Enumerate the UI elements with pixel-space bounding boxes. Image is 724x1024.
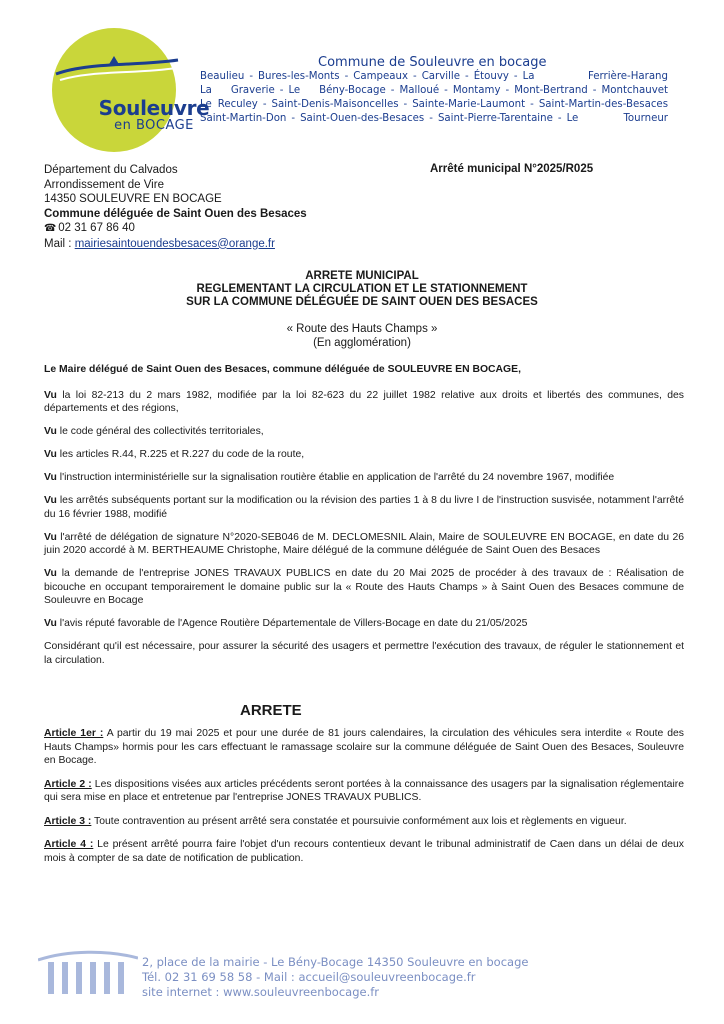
- footer-contact: Tél. 02 31 69 58 58 - Mail : accueil@souleuvreenbocage.fr: [142, 970, 476, 984]
- postal-address: 14350 SOULEUVRE EN BOCAGE: [44, 193, 222, 205]
- consideration-paragraph: [44, 617, 684, 631]
- village-separator: -: [505, 85, 510, 96]
- article-label: Article 4 :: [44, 839, 94, 850]
- village-separator: -: [344, 71, 349, 82]
- consideration-text: l'instruction interministérielle sur la signalisation routière établie en application de l'arrêté du 24 novembre 1967, modifiée: [56, 472, 615, 483]
- article-label: Article 2 :: [44, 778, 92, 790]
- article-text: Les dispositions visées aux articles précédents seront portées à la connaissance des usagers par la signalisation réglementaire qui sera mise en place et entretenue par l'entreprise JONES TRAVAUX PUBLICS.: [44, 778, 684, 803]
- village-separator: -: [403, 99, 408, 110]
- village-name: Saint-Ouen-des-Besaces: [300, 113, 425, 124]
- arrete-number: Arrêté municipal N°2025/R025: [430, 163, 594, 175]
- village-separator: -: [390, 85, 395, 96]
- article-text: A partir du 19 mai 2025 et pour une durée de 81 jours calendaires, la circulation des véhicules sera interdite « Route des Hauts Champs» hormis pour les cars effectuant le ramassage scolaire sur la commune déléguée de Saint Ouen des Besaces, Souleuvre en Bocage.: [44, 728, 684, 766]
- consideration-paragraph: [44, 448, 684, 462]
- village-separator: -: [557, 113, 562, 124]
- village-separator: -: [429, 113, 433, 124]
- sender-block: [44, 163, 307, 251]
- article-paragraph: [44, 838, 684, 865]
- vu-lead: Vu: [44, 449, 57, 460]
- consideration-text: les articles R.44, R.225 et R.227 du code de la route,: [56, 449, 305, 460]
- article-paragraph: [44, 815, 684, 829]
- phone-line: [44, 221, 307, 237]
- village-name: Montamy: [452, 85, 501, 96]
- consideration-paragraph: [44, 567, 684, 608]
- village-line: [200, 70, 668, 84]
- village-separator: -: [465, 71, 469, 82]
- considerant-paragraph: Considérant qu'il est nécessaire, pour assurer la sécurité des usagers et permettre l'exécution des travaux, de réguler le stationnement et la circulation.: [44, 641, 684, 666]
- phone-icon: ☎: [44, 223, 57, 234]
- consideration-text: l'arrêté de délégation de signature N°2020-SEB046 de M. DECLOMESNIL Alain, Maire de SOULEUVRE EN BOCAGE, en date du 26 juin 2020 accordé à M. BERTHEAUME Christophe, Maire délégué de la commune déléguée de Saint Ouen des Besaces: [44, 531, 684, 556]
- consideration-paragraph: [44, 425, 684, 439]
- mail-line: [44, 237, 307, 252]
- article-text: Le présent arrêté pourra faire l'objet d'un recours contentieux devant le tribunal administratif de Caen dans un délai de deux mois à compter de sa date de notification de publication.: [44, 839, 685, 864]
- intro-paragraph: Le Maire délégué de Saint Ouen des Besaces, commune déléguée de SOULEUVRE EN BOCAGE,: [44, 364, 521, 375]
- village-name: Malloué: [399, 85, 440, 96]
- vu-lead: Vu: [44, 531, 57, 543]
- consideration-paragraph: [44, 494, 684, 521]
- village-line: [200, 84, 668, 98]
- vu-lead: Vu: [44, 618, 57, 629]
- consideration-text: la demande de l'entreprise JONES TRAVAUX PUBLICS en date du 20 Mai 2025 de procéder à des travaux de : Réalisation de bicouche en occupant temporairement le domaine public sur la « Route des Hauts Champs » à Saint Ouen des Besaces commune de Souleuvre en Bocage: [44, 568, 684, 606]
- consideration-paragraph: [44, 389, 684, 416]
- consideration-text: les arrêtés subséquents portant sur la modification ou la révision des parties 1 à 8 du livre I de l'instruction susvisée, notamment l'arrêté du 16 février 1988, modifié: [44, 495, 684, 520]
- vu-lead: Vu: [44, 389, 57, 401]
- village-name: Le Bény-Bocage: [288, 85, 386, 96]
- vu-lead: Vu: [44, 426, 57, 437]
- consideration-text: l'avis réputé favorable de l'Agence Routière Départementale de Villers-Bocage en date du 21/05/2025: [56, 618, 528, 629]
- document-subtitle: [44, 322, 680, 350]
- footer-columns-graphic: [38, 946, 138, 996]
- document-body: [44, 363, 684, 677]
- vu-lead: Vu: [44, 472, 57, 483]
- vu-lead: Vu: [44, 495, 57, 506]
- village-name: Bures-les-Monts: [258, 71, 340, 82]
- village-name: Saint-Martin-des-Besaces: [538, 99, 668, 110]
- village-separator: -: [530, 99, 534, 110]
- village-name: Campeaux: [353, 71, 408, 82]
- village-separator: -: [444, 85, 448, 96]
- village-name: Saint-Denis-Maisoncelles: [271, 99, 399, 110]
- village-name: Sainte-Marie-Laumont: [412, 99, 526, 110]
- consideration-text: la loi 82-213 du 2 mars 1982, modifiée par la loi 82-623 du 22 juillet 1982 relative aux droits et libertés des communes, des départements et des régions,: [44, 389, 684, 414]
- village-name: Montchauvet: [601, 85, 668, 96]
- article-label: Article 3 :: [44, 815, 92, 827]
- department: Département du Calvados: [44, 164, 178, 176]
- document-title: [44, 270, 680, 309]
- village-separator: -: [513, 71, 518, 82]
- village-separator: -: [262, 99, 267, 110]
- zone-note: (En agglomération): [313, 337, 411, 349]
- village-name: Le Reculey: [200, 99, 258, 110]
- articles-list: [44, 727, 684, 875]
- consideration-paragraph: [44, 471, 684, 485]
- village-name: Le Tourneur: [566, 113, 668, 124]
- title-line-1: ARRETE MUNICIPAL: [305, 270, 419, 282]
- arrete-heading: ARRETE: [240, 702, 302, 719]
- village-line: [200, 98, 668, 112]
- article-paragraph: [44, 727, 684, 768]
- road-name: « Route des Hauts Champs »: [286, 323, 438, 335]
- footer: [142, 955, 528, 1000]
- mail-link[interactable]: mairiesaintouendesbesaces@orange.fr: [74, 237, 275, 250]
- village-separator: -: [249, 71, 254, 82]
- village-name: Mont-Bertrand: [514, 85, 588, 96]
- village-line: [200, 112, 668, 126]
- arrondissement: Arrondissement de Vire: [44, 178, 164, 191]
- village-name: Beaulieu: [200, 71, 245, 82]
- village-separator: -: [413, 71, 417, 82]
- village-separator: -: [592, 85, 597, 96]
- title-line-3: SUR LA COMMUNE DÉLÉGUÉE DE SAINT OUEN DES BESACES: [186, 296, 538, 308]
- village-separator: -: [279, 85, 284, 96]
- village-name: La Ferrière-Harang: [522, 71, 668, 82]
- article-text: Toute contravention au présent arrêté sera constatée et poursuivie conformément aux lois et règlements en vigueur.: [91, 815, 627, 827]
- village-name: Carville: [421, 71, 461, 82]
- village-list: [200, 70, 668, 126]
- article-label: Article 1er :: [44, 728, 104, 739]
- village-separator: -: [291, 113, 296, 124]
- village-name: Étouvy: [473, 71, 509, 82]
- commune-title: Commune de Souleuvre en bocage: [318, 55, 547, 70]
- logo-name: Souleuvre: [98, 96, 210, 120]
- consideration-paragraph: [44, 531, 684, 558]
- mail-label: Mail :: [44, 237, 72, 250]
- logo-graphic: [38, 26, 190, 154]
- considerations-list: [44, 389, 684, 631]
- village-name: Saint-Pierre-Tarentaine: [437, 113, 553, 124]
- village-name: La Graverie: [200, 85, 275, 96]
- souleuvre-logo: [38, 26, 210, 154]
- article-paragraph: [44, 778, 684, 805]
- logo-subname: en BOCAGE: [114, 118, 194, 133]
- title-line-2: REGLEMENTANT LA CIRCULATION ET LE STATIONNEMENT: [196, 283, 528, 295]
- footer-website: site internet : www.souleuvreenbocage.fr: [142, 985, 380, 999]
- phone-number: 02 31 67 86 40: [58, 222, 135, 234]
- vu-lead: Vu: [44, 568, 57, 579]
- footer-address: 2, place de la mairie - Le Bény-Bocage 14350 Souleuvre en bocage: [142, 955, 529, 969]
- village-name: Saint-Martin-Don: [200, 113, 287, 124]
- commune-deleguee: Commune déléguée de Saint Ouen des Besaces: [44, 207, 307, 220]
- consideration-text: le code général des collectivités territoriales,: [56, 426, 264, 437]
